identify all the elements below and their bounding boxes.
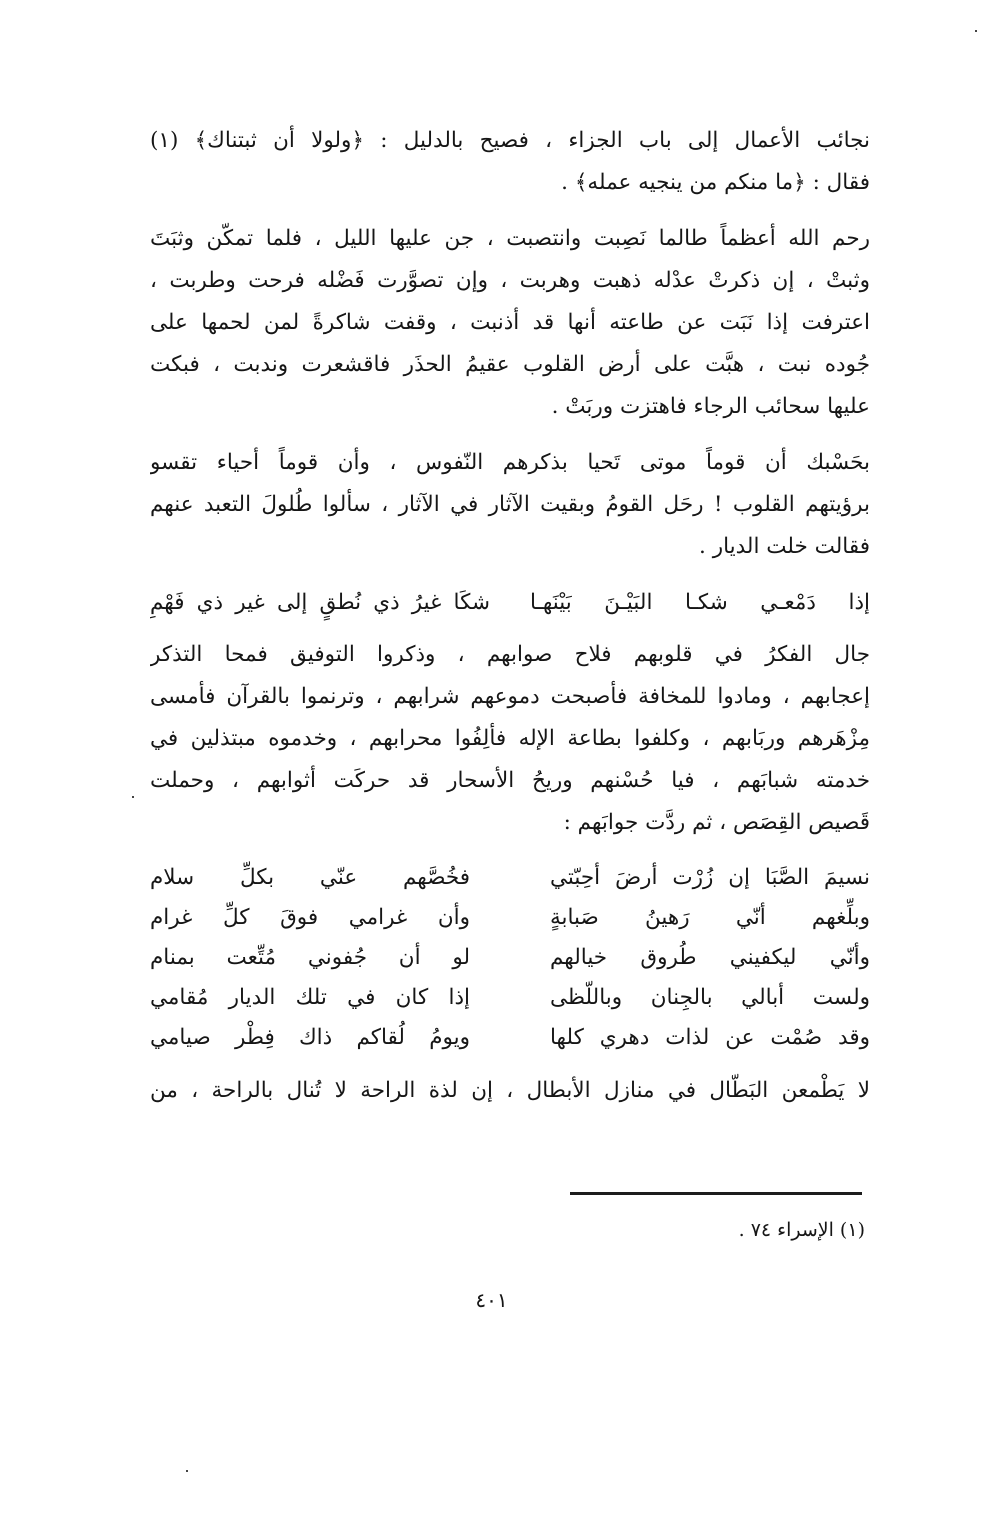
poem-verse (150, 1018, 870, 1058)
poem-verse (150, 978, 870, 1018)
text-line: عليها سحائب الرجاء فاهتزت وربَتْ . (551, 394, 870, 419)
text-line: وثبتْ ، إن ذكرتْ عدْله ذهبت وهربت ، وإن تصوَّرت فَضْله فرحت وطربت ، (150, 268, 870, 293)
verse-first-hemistich: وقد صُمْت عن لذات دهري كلها (550, 1025, 870, 1050)
poem-verse (150, 898, 870, 938)
poem (150, 858, 870, 1058)
verse-second-hemistich: ويومُ لُقاكم ذاك فِطْر صيامي (150, 1025, 470, 1050)
text-line: جُوده نبت ، هبَّت على أرض القلوب عقيمُ الحذَر فاقشعرت وندبت ، فبكت (150, 352, 870, 377)
text-line: إعجابهم ، ومادوا للمخافة فأصبحت دموعهم شرابهم ، وترنموا بالقرآن فأمسى (150, 684, 870, 709)
verse-second-hemistich: لو أن جُفوني مُتِّعت بمنام (150, 945, 470, 970)
verse-first-hemistich: وبلِّغهم أنّي رَهينُ صَبابةٍ (550, 905, 870, 930)
page-body (150, 120, 870, 1112)
poem-verse (150, 858, 870, 898)
text-line: رحم الله أعظماً طالما نَصِبت وانتصبت ، جن عليها الليل ، فلما تمكّن وثبَتَ (150, 226, 870, 251)
text-line: برؤيتهم القلوب ! رحَل القومُ وبقيت الآثار في الآثار ، سألوا طُلولَ التعبد عنهم (150, 492, 870, 517)
verse-second-hemistich: وأن غرامي فوقَ كلِّ غرام (150, 905, 470, 930)
single-verse (150, 582, 870, 624)
verse-first-hemistich: ولست أبالي بالجِنان وباللّظى (550, 985, 870, 1010)
verse-first-hemistich: إذا دَمْعـي شكـا البَيْـنَ بَيْنَهـا (530, 590, 870, 615)
text-line: جال الفكرُ في قلوبهم فلاح صوابهم ، وذكروا التوفيق فمحا التذكر (150, 642, 870, 667)
verse-first-hemistich: نسيمَ الصَّبَا إن زُرْت أرضَ أحِبّتي (550, 865, 870, 890)
verse-first-hemistich: وأنّي ليكفيني طُروق خيالهم (550, 945, 870, 970)
text-line: بحَسْبك أن قوماً موتى تَحيا بذكرهم النّفوس ، وأن قوماً أحياء تقسو (150, 450, 870, 475)
verse-second-hemistich: إذا كان في تلك الديار مُقامي (150, 985, 470, 1010)
page-number: ٤٠١ (475, 1288, 508, 1312)
text-line: خدمته شبابَهم ، فيا حُسْنهم وريحُ الأسحار قد حركَت أثوابهم ، وحملت (150, 768, 870, 793)
scan-speck (975, 30, 977, 32)
text-line: فقالت خلت الديار . (699, 534, 870, 559)
text-line: قَصيص القِصَص ، ثم ردَّت جوابَهم : (563, 810, 870, 835)
closing-line: لا يَطْمعن البَطّال في منازل الأبطال ، إن لذة الراحة لا تُنال بالراحة ، من (150, 1078, 870, 1103)
scan-speck (186, 1470, 188, 1472)
verse-second-hemistich: فخُصَّهم عنّي بكلِّ سلام (150, 865, 470, 890)
footnote-separator (570, 1192, 862, 1195)
footnote: (١) الإسراء ٧٤ . (738, 1219, 865, 1241)
text-line: فقال : ﴿ما منكم من ينجيه عمله﴾ . (561, 170, 870, 195)
verse-second-hemistich: شكَا غيرُ ذي نُطقٍ إلى غير ذي فَهْمِ (150, 590, 490, 615)
paragraph-3 (150, 442, 870, 568)
text-line: نجائب الأعمال إلى باب الجزاء ، فصيح بالدليل : ﴿ولولا أن ثبتناك﴾ (١) (150, 128, 870, 153)
text-line: مِزْهَرهم وربَابهم ، وكلفوا بطاعة الإله فألِفُوا محرابهم ، وخدموه مبتذلين في (150, 726, 870, 751)
poem-verse (150, 938, 870, 978)
paragraph-1 (150, 120, 870, 204)
scan-speck (132, 796, 134, 798)
text-line: اعترفت إذا نَبَت عن طاعته أنها قد أذنبت ، وقفت شاكرةً لمن لحمها على (150, 310, 870, 335)
paragraph-4 (150, 634, 870, 844)
paragraph-2 (150, 218, 870, 428)
